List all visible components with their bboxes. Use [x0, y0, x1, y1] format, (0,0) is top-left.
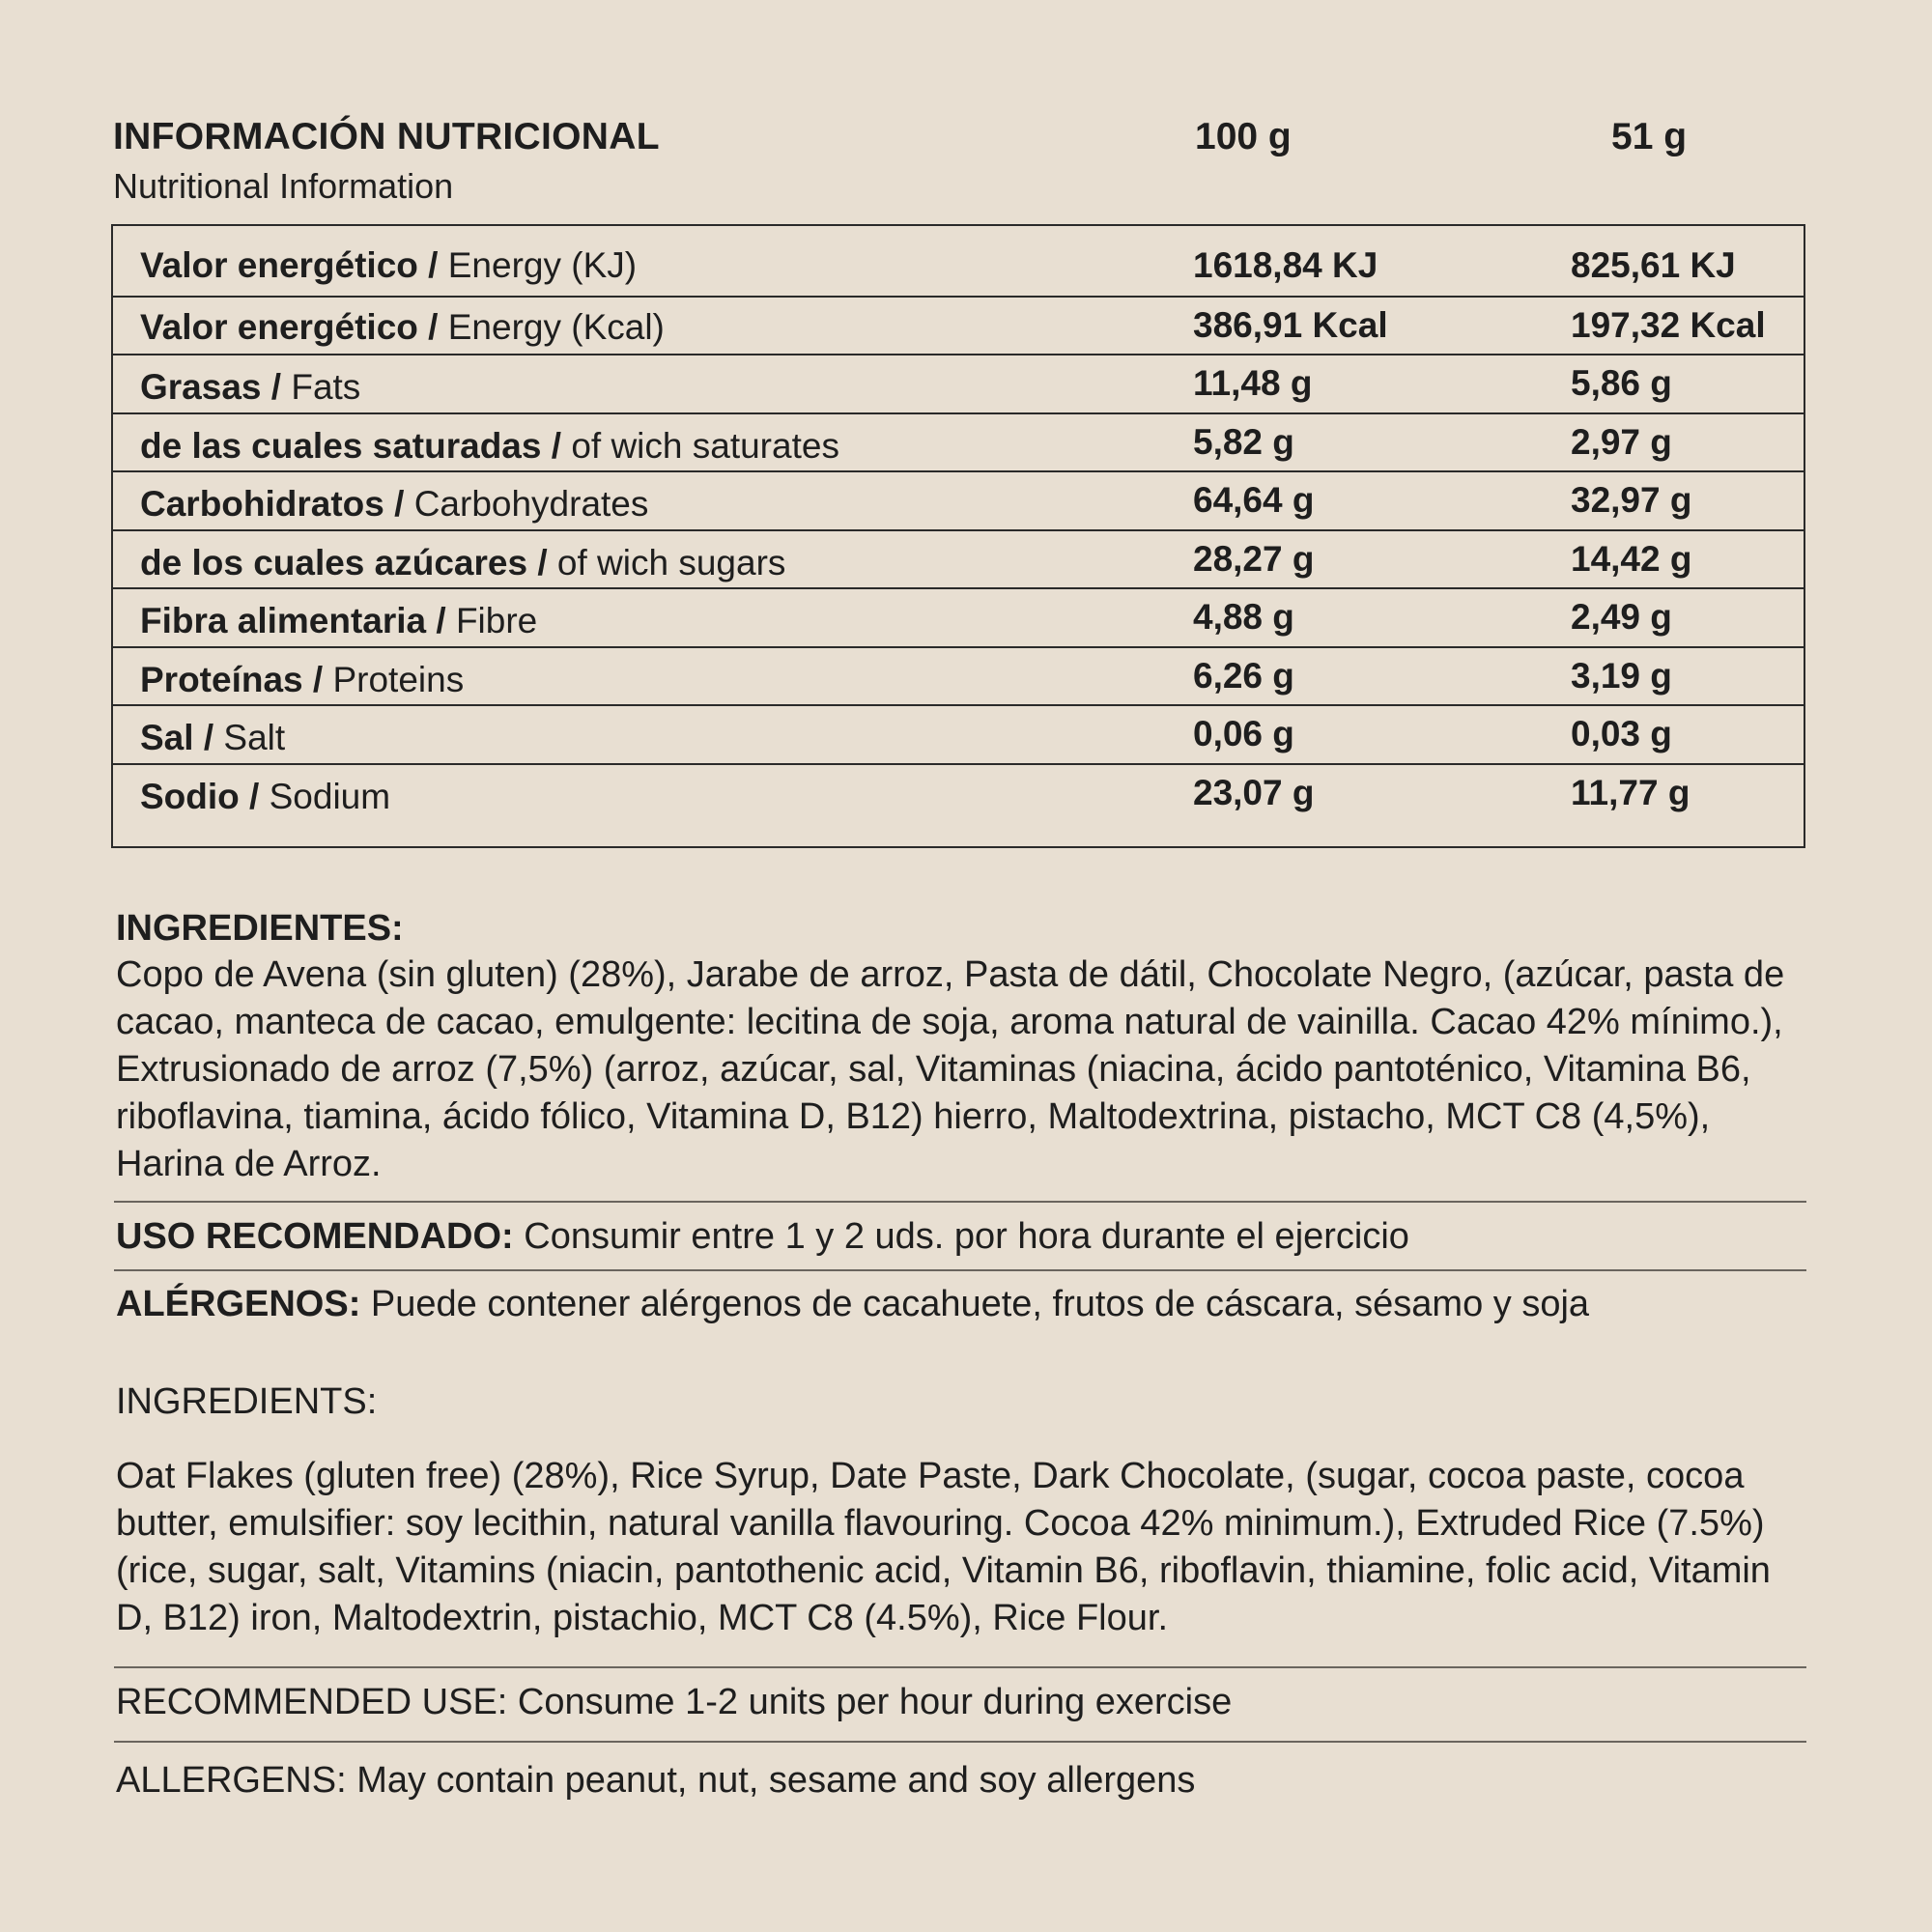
nutrient-label: de las cuales saturadas / of wich saturates	[140, 426, 839, 466]
value-51g: 5,86 g	[1571, 363, 1672, 403]
value-51g: 3,19 g	[1571, 656, 1672, 696]
column-header-51g: 51 g	[1611, 116, 1688, 157]
ingredients-en-text: Oat Flakes (gluten free) (28%), Rice Syrup, Date Paste, Dark Chocolate, (sugar, cocoa paste, cocoa butter, emulsifier: soy lecithin, natural vanilla flavouring. Cocoa 42% minimum.), Extruded Rice (7.5%) (rice, sugar, salt, Vitamins (niacin, pantothenic acid, Vitamin B6, riboflavin, thiamine, folic acid, Vitamin D, B12) iron, Maltodextrin, pistachio, MCT C8 (4.5%), Rice Flour.	[116, 1456, 1771, 1638]
divider	[114, 1201, 1806, 1203]
nutrient-label: Grasas / Fats	[140, 367, 361, 407]
nutrient-label: Carbohidratos / Carbohydrates	[140, 484, 649, 524]
nutrient-label: Sodio / Sodium	[140, 777, 391, 816]
value-51g: 14,42 g	[1571, 539, 1692, 579]
divider	[114, 1269, 1806, 1271]
value-100g: 64,64 g	[1193, 480, 1315, 520]
table-row	[113, 472, 1804, 531]
table-row	[113, 589, 1804, 648]
value-51g: 0,03 g	[1571, 714, 1672, 753]
alergenos-text: Puede contener alérgenos de cacahuete, frutos de cáscara, sésamo y soja	[360, 1284, 1590, 1324]
nutrient-label: de los cuales azúcares / of wich sugars	[140, 543, 786, 582]
value-51g: 2,49 g	[1571, 597, 1672, 637]
value-51g: 825,61 KJ	[1571, 245, 1736, 285]
value-100g: 5,82 g	[1193, 422, 1294, 462]
uso-label: USO RECOMENDADO:	[116, 1216, 514, 1257]
value-51g: 32,97 g	[1571, 480, 1692, 520]
value-100g: 0,06 g	[1193, 714, 1294, 753]
table-row	[113, 226, 1804, 298]
ingredientes-text: Copo de Avena (sin gluten) (28%), Jarabe de arroz, Pasta de dátil, Chocolate Negro, (azúcar, pasta de cacao, manteca de cacao, emulgente: lecitina de soja, aroma natural de vainilla. Cacao 42% mínimo.), Extrusionado de arroz (7,5%) (arroz, azúcar, sal, Vitaminas (niacina, ácido pantoténico, Vitamina B6, riboflavina, tiamina, ácido fólico, Vitamina D, B12) hierro, Maltodextrina, pistacho, MCT C8 (4,5%), Harina de Arroz.	[116, 954, 1785, 1184]
table-row	[113, 531, 1804, 589]
column-header-100g: 100 g	[1195, 116, 1292, 157]
table-row	[113, 414, 1804, 472]
value-51g: 197,32 Kcal	[1571, 305, 1766, 345]
nutrient-label: Valor energético / Energy (Kcal)	[140, 307, 665, 347]
alergenos	[116, 1284, 1589, 1325]
uso-recomendado	[116, 1216, 1409, 1258]
nutrient-label: Sal / Salt	[140, 718, 286, 757]
table-row	[113, 648, 1804, 706]
value-100g: 6,26 g	[1193, 656, 1294, 696]
value-100g: 1618,84 KJ	[1193, 245, 1378, 285]
divider	[114, 1741, 1806, 1743]
nutrition-title: INFORMACIÓN NUTRICIONAL	[113, 116, 660, 157]
divider	[114, 1666, 1806, 1668]
value-100g: 23,07 g	[1193, 773, 1315, 812]
value-100g: 11,48 g	[1193, 363, 1313, 403]
ingredientes-heading: INGREDIENTES:	[116, 908, 404, 949]
uso-text: Consumir entre 1 y 2 uds. por hora durante el ejercicio	[513, 1216, 1409, 1257]
nutrition-table	[111, 224, 1805, 848]
table-row	[113, 765, 1804, 846]
nutrient-label: Proteínas / Proteins	[140, 660, 465, 699]
nutrient-label: Fibra alimentaria / Fibre	[140, 601, 538, 640]
value-51g: 11,77 g	[1571, 773, 1690, 812]
recommended-use-en: RECOMMENDED USE: Consume 1-2 units per hour during exercise	[116, 1682, 1233, 1722]
ingredients-en-heading: INGREDIENTS:	[116, 1381, 378, 1422]
allergens-en: ALLERGENS: May contain peanut, nut, sesame and soy allergens	[116, 1760, 1196, 1801]
table-row	[113, 355, 1804, 414]
nutrient-label: Valor energético / Energy (KJ)	[140, 245, 638, 285]
value-51g: 2,97 g	[1571, 422, 1672, 462]
value-100g: 386,91 Kcal	[1193, 305, 1388, 345]
value-100g: 28,27 g	[1193, 539, 1315, 579]
table-row	[113, 298, 1804, 355]
table-row	[113, 706, 1804, 765]
nutrition-subtitle: Nutritional Information	[113, 166, 454, 206]
alergenos-label: ALÉRGENOS:	[116, 1284, 361, 1324]
value-100g: 4,88 g	[1193, 597, 1294, 637]
